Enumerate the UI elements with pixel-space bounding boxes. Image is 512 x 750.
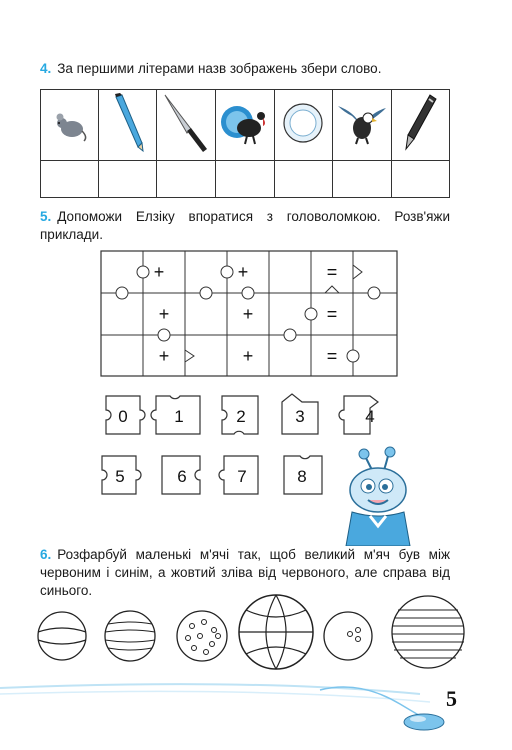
balls-row bbox=[30, 590, 480, 670]
task-5 bbox=[40, 208, 450, 244]
operator: + bbox=[158, 346, 170, 366]
puzzle-piece[interactable] bbox=[339, 396, 378, 434]
picture-cell bbox=[332, 90, 391, 161]
plate-icon bbox=[281, 101, 325, 145]
puzzle-piece[interactable] bbox=[284, 456, 322, 494]
letter-cell[interactable] bbox=[332, 161, 391, 198]
puzzle-piece[interactable] bbox=[219, 456, 258, 494]
small-ball[interactable] bbox=[105, 611, 155, 661]
picture-cell bbox=[157, 90, 216, 161]
task-number: 6. bbox=[40, 547, 52, 562]
task-text: Допоможи Елзіку впоратися з головоломкою. Розв'яжи приклади. bbox=[40, 209, 450, 242]
pen-icon bbox=[400, 93, 440, 153]
computer-mouse-icon bbox=[404, 714, 444, 730]
picture-cell bbox=[99, 90, 157, 161]
piece-number: 3 bbox=[295, 407, 305, 426]
piece-number: 2 bbox=[236, 407, 246, 426]
letter-cell[interactable] bbox=[41, 161, 99, 198]
task-4 bbox=[40, 60, 450, 78]
puzzle-piece[interactable] bbox=[151, 396, 200, 434]
letter-cell[interactable] bbox=[157, 161, 216, 198]
operator: + bbox=[158, 304, 170, 324]
operator: = bbox=[326, 304, 338, 324]
piece-number: 0 bbox=[118, 407, 128, 426]
pencil-icon bbox=[108, 93, 148, 153]
mouse-icon bbox=[50, 103, 90, 143]
letter-cell[interactable] bbox=[215, 161, 274, 198]
piece-number: 7 bbox=[237, 467, 247, 486]
operator: + bbox=[242, 304, 254, 324]
operator: + bbox=[237, 262, 249, 282]
puzzle-piece[interactable] bbox=[222, 396, 258, 434]
piece-number: 1 bbox=[174, 407, 184, 426]
small-ball[interactable] bbox=[324, 612, 372, 660]
letter-cell[interactable] bbox=[99, 161, 157, 198]
piece-number: 5 bbox=[115, 467, 125, 486]
small-ball[interactable] bbox=[38, 612, 86, 660]
piece-number: 6 bbox=[177, 467, 187, 486]
footer-decoration bbox=[0, 660, 512, 750]
task-number: 4. bbox=[40, 61, 52, 76]
small-ball[interactable] bbox=[177, 611, 227, 661]
picture-cell bbox=[215, 90, 274, 161]
turkey-icon bbox=[217, 98, 273, 148]
operator: = bbox=[326, 262, 338, 282]
picture-cell bbox=[391, 90, 449, 161]
piece-number: 8 bbox=[297, 467, 307, 486]
small-ball[interactable] bbox=[392, 596, 464, 668]
elzik-character bbox=[330, 446, 430, 546]
piece-number: 4 bbox=[365, 407, 375, 426]
puzzle-piece[interactable] bbox=[106, 396, 145, 434]
operator: = bbox=[326, 346, 338, 366]
big-ball bbox=[239, 595, 313, 669]
picture-cell bbox=[41, 90, 99, 161]
picture-cell bbox=[274, 90, 332, 161]
puzzle-piece[interactable] bbox=[162, 456, 200, 494]
task-number: 5. bbox=[40, 209, 52, 224]
letter-cell[interactable] bbox=[274, 161, 332, 198]
picture-letter-table bbox=[40, 89, 450, 198]
knife-icon bbox=[161, 93, 211, 153]
puzzle-piece[interactable] bbox=[282, 394, 318, 434]
letter-cell[interactable] bbox=[391, 161, 449, 198]
operator: + bbox=[153, 262, 165, 282]
puzzle-grid bbox=[100, 250, 400, 378]
task-text: Розфарбуй маленькі м'ячі так, щоб великий м'яч був між червоним і синім, а жовтий зліва від червоного, але справа від синього. bbox=[40, 547, 450, 598]
page-number: 5 bbox=[446, 686, 457, 711]
eagle-icon bbox=[334, 98, 390, 148]
operator: + bbox=[242, 346, 254, 366]
task-text: За першими літерами назв зображень збери слово. bbox=[57, 61, 382, 76]
puzzle-piece[interactable] bbox=[102, 456, 141, 494]
